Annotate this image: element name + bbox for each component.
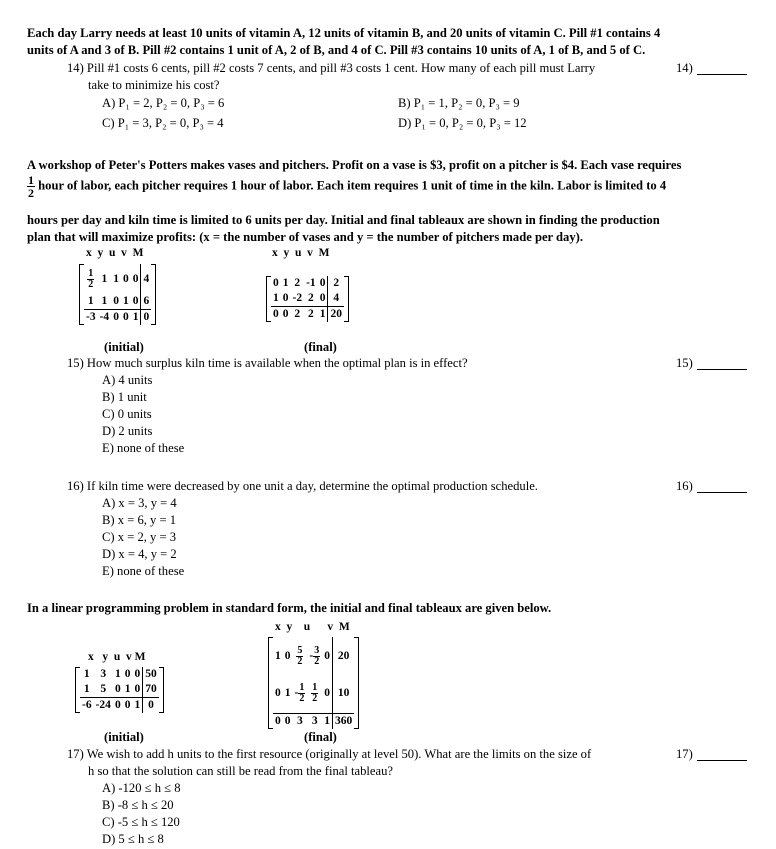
q14-option-c: C) P₁ = 3, P₂ = 0, P₃ = 4 xyxy=(102,116,224,130)
cell: 0 xyxy=(134,683,141,695)
intro2-line4: plan that will maximize profits: (x = the number of vases and y = the number of pitchers made per day). xyxy=(27,230,583,244)
cell: 1 xyxy=(101,272,108,285)
intro1-line2: units of A and 3 of B. Pill #2 contains 1 unit of A, 2 of B, and 4 of C. Pill #3 contains 10 units of A, 1 of B, and 5 of C. xyxy=(27,43,646,57)
cell: 5 xyxy=(100,683,107,695)
cell: 0 xyxy=(324,649,330,662)
cell: -1 xyxy=(306,277,316,289)
cell: 2 xyxy=(304,307,318,323)
cell: 2 xyxy=(328,276,344,291)
cell: 0 xyxy=(319,277,326,289)
intro2-line3: hours per day and kiln time is limited to 6 units per day. Initial and final tableaux are shown in finding the production xyxy=(27,213,660,227)
tab2-final-label: (final) xyxy=(304,730,337,744)
cell: 2 xyxy=(294,277,301,289)
cell: 1 xyxy=(284,687,291,700)
q14-number: 14) xyxy=(676,61,693,75)
cell: 1 xyxy=(83,668,90,680)
cell: $\frac{1}{2}$ xyxy=(312,682,318,705)
cell: -4 xyxy=(99,311,110,323)
q14-text-line1: 14) Pill #1 costs 6 cents, pill #2 costs 7 cents, and pill #3 costs 1 cent. How many of each pill must Larry xyxy=(67,61,596,75)
intro3-line1: In a linear programming problem in standard form, the initial and final tableaux are given below. xyxy=(27,601,552,615)
tab2-final-matrix xyxy=(273,637,354,729)
cell: 0 xyxy=(134,668,141,680)
cell: 1 xyxy=(124,683,131,695)
cell: 1 xyxy=(131,310,141,326)
intro2-line2-wrap xyxy=(27,174,666,199)
half-fraction: $\frac{1}{2}$ xyxy=(28,173,34,200)
q16-option-c: C) x = 2, y = 3 xyxy=(102,530,177,544)
q17-text-line1: 17) We wish to add h units to the first resource (originally at level 50). What are the limits on the size of xyxy=(67,747,592,761)
q17-option-c: C) -5 ≤ h ≤ 120 xyxy=(102,815,180,829)
cell: 0 xyxy=(284,714,291,727)
q14-answer-blank[interactable] xyxy=(697,74,747,75)
cell: -2 xyxy=(292,292,303,304)
cell: 0 xyxy=(141,310,151,326)
cell: 1 xyxy=(83,683,90,695)
cell: 1 xyxy=(113,272,119,285)
intro2-line1: A workshop of Peter's Potters makes vases and pitchers. Profit on a vase is $3, profit on a pitcher is $4. Each vase requires xyxy=(27,158,682,172)
q16-number: 16) xyxy=(676,479,693,493)
cell: 1 xyxy=(87,295,94,307)
cell: - $\frac{1}{2}$ xyxy=(294,682,305,705)
cell: -6 xyxy=(82,699,92,711)
cell: 10 xyxy=(332,675,354,713)
cell: -24 xyxy=(95,699,111,711)
cell: 1 xyxy=(275,649,281,662)
cell: 0 xyxy=(143,698,159,714)
cell: 0 xyxy=(114,699,121,711)
cell: 3 xyxy=(307,713,322,729)
tab2-initial-header: x y u v M xyxy=(88,651,146,663)
cell: 0 xyxy=(275,687,281,700)
cell: 0 xyxy=(282,292,289,304)
q15-option-e: E) none of these xyxy=(102,441,185,455)
tab2-initial-matrix xyxy=(80,667,159,713)
q17-number: 17) xyxy=(676,747,693,761)
q16-text: 16) If kiln time were decreased by one unit a day, determine the optimal production schedule. xyxy=(67,479,538,493)
cell: 1 xyxy=(132,698,142,714)
tab1-final-label: (final) xyxy=(304,340,337,354)
q17-text-line2: h so that the solution can still be read from the final tableau? xyxy=(88,764,393,778)
q16-option-d: D) x = 4, y = 2 xyxy=(102,547,177,561)
cell: 1 xyxy=(114,668,121,680)
q16-option-a: A) x = 3, y = 4 xyxy=(102,496,177,510)
tab1-final-header: x y u v M xyxy=(272,247,330,259)
cell: 2 xyxy=(308,292,314,304)
q15-option-b: B) 1 unit xyxy=(102,390,147,404)
cell: 0 xyxy=(113,311,119,323)
q15-option-a: A) 4 units xyxy=(102,373,153,387)
q14-option-a: A) P₁ = 2, P₂ = 0, P₃ = 6 xyxy=(102,96,225,110)
q15-answer-blank[interactable] xyxy=(697,369,747,370)
cell: $\frac{5}{2}$ xyxy=(297,644,303,667)
cell: 1 xyxy=(273,292,279,304)
cell: 1 xyxy=(282,277,289,289)
cell: 0 xyxy=(273,308,279,320)
cell: - $\frac{3}{2}$ xyxy=(309,644,320,667)
q14-text-line2: take to minimize his cost? xyxy=(88,78,220,92)
q17-option-b: B) -8 ≤ h ≤ 20 xyxy=(102,798,174,812)
cell: -3 xyxy=(86,311,96,323)
cell: 4 xyxy=(328,291,344,307)
cell: 1 xyxy=(122,295,129,307)
q14-option-b: B) P₁ = 1, P₂ = 0, P₃ = 9 xyxy=(398,96,520,110)
cell: 0 xyxy=(114,683,121,695)
cell: 1 xyxy=(318,307,328,323)
cell: 4 xyxy=(141,264,151,294)
cell: 2 xyxy=(291,307,305,323)
q15-option-d: D) 2 units xyxy=(102,424,153,438)
q15-number: 15) xyxy=(676,356,693,370)
q16-option-b: B) x = 6, y = 1 xyxy=(102,513,177,527)
intro2-line2: hour of labor, each pitcher requires 1 hour of labor. Each item requires 1 unit of time in the kiln. Labor is limited to 4 xyxy=(38,178,667,193)
cell: 3 xyxy=(100,668,107,680)
q14-option-d: D) P₁ = 0, P₂ = 0, P₃ = 12 xyxy=(398,116,527,130)
q15-option-c: C) 0 units xyxy=(102,407,152,421)
tab1-initial-header: x y u v M xyxy=(86,247,144,259)
cell: 0 xyxy=(282,308,289,320)
cell: 0 xyxy=(275,714,281,727)
q16-answer-blank[interactable] xyxy=(697,492,747,493)
cell: 70 xyxy=(143,682,159,698)
cell: 20 xyxy=(332,637,354,675)
cell: 0 xyxy=(273,277,279,289)
cell: $\frac{1}{2}$ xyxy=(88,267,94,290)
q16-option-e: E) none of these xyxy=(102,564,185,578)
cell: 20 xyxy=(328,307,344,323)
cell: 0 xyxy=(113,295,119,307)
cell: 0 xyxy=(132,272,139,285)
cell: 360 xyxy=(332,713,354,729)
tab1-initial-matrix xyxy=(84,264,151,325)
cell: 1 xyxy=(322,713,332,729)
tab1-initial-label: (initial) xyxy=(104,340,144,354)
cell: 3 xyxy=(293,713,308,729)
cell: 0 xyxy=(124,668,131,680)
tab2-final-header: x y u v M xyxy=(275,621,350,633)
cell: 6 xyxy=(141,294,151,310)
cell: 0 xyxy=(122,311,129,323)
q15-text: 15) How much surplus kiln time is available when the optimal plan is in effect? xyxy=(67,356,468,370)
intro1-line1: Each day Larry needs at least 10 units of vitamin A, 12 units of vitamin B, and 20 units of vitamin C. Pill #1 contains 4 xyxy=(27,26,661,40)
q17-option-a: A) -120 ≤ h ≤ 8 xyxy=(102,781,181,795)
cell: 50 xyxy=(143,667,159,682)
q17-answer-blank[interactable] xyxy=(697,760,747,761)
cell: 0 xyxy=(124,699,131,711)
cell: 0 xyxy=(122,272,129,285)
q17-option-d: D) 5 ≤ h ≤ 8 xyxy=(102,832,164,846)
cell: 0 xyxy=(324,687,330,700)
tab2-initial-label: (initial) xyxy=(104,730,144,744)
cell: 1 xyxy=(101,295,108,307)
tab1-final-matrix xyxy=(271,276,344,322)
cell: 0 xyxy=(319,292,326,304)
cell: 0 xyxy=(132,295,139,307)
cell: 0 xyxy=(284,649,291,662)
